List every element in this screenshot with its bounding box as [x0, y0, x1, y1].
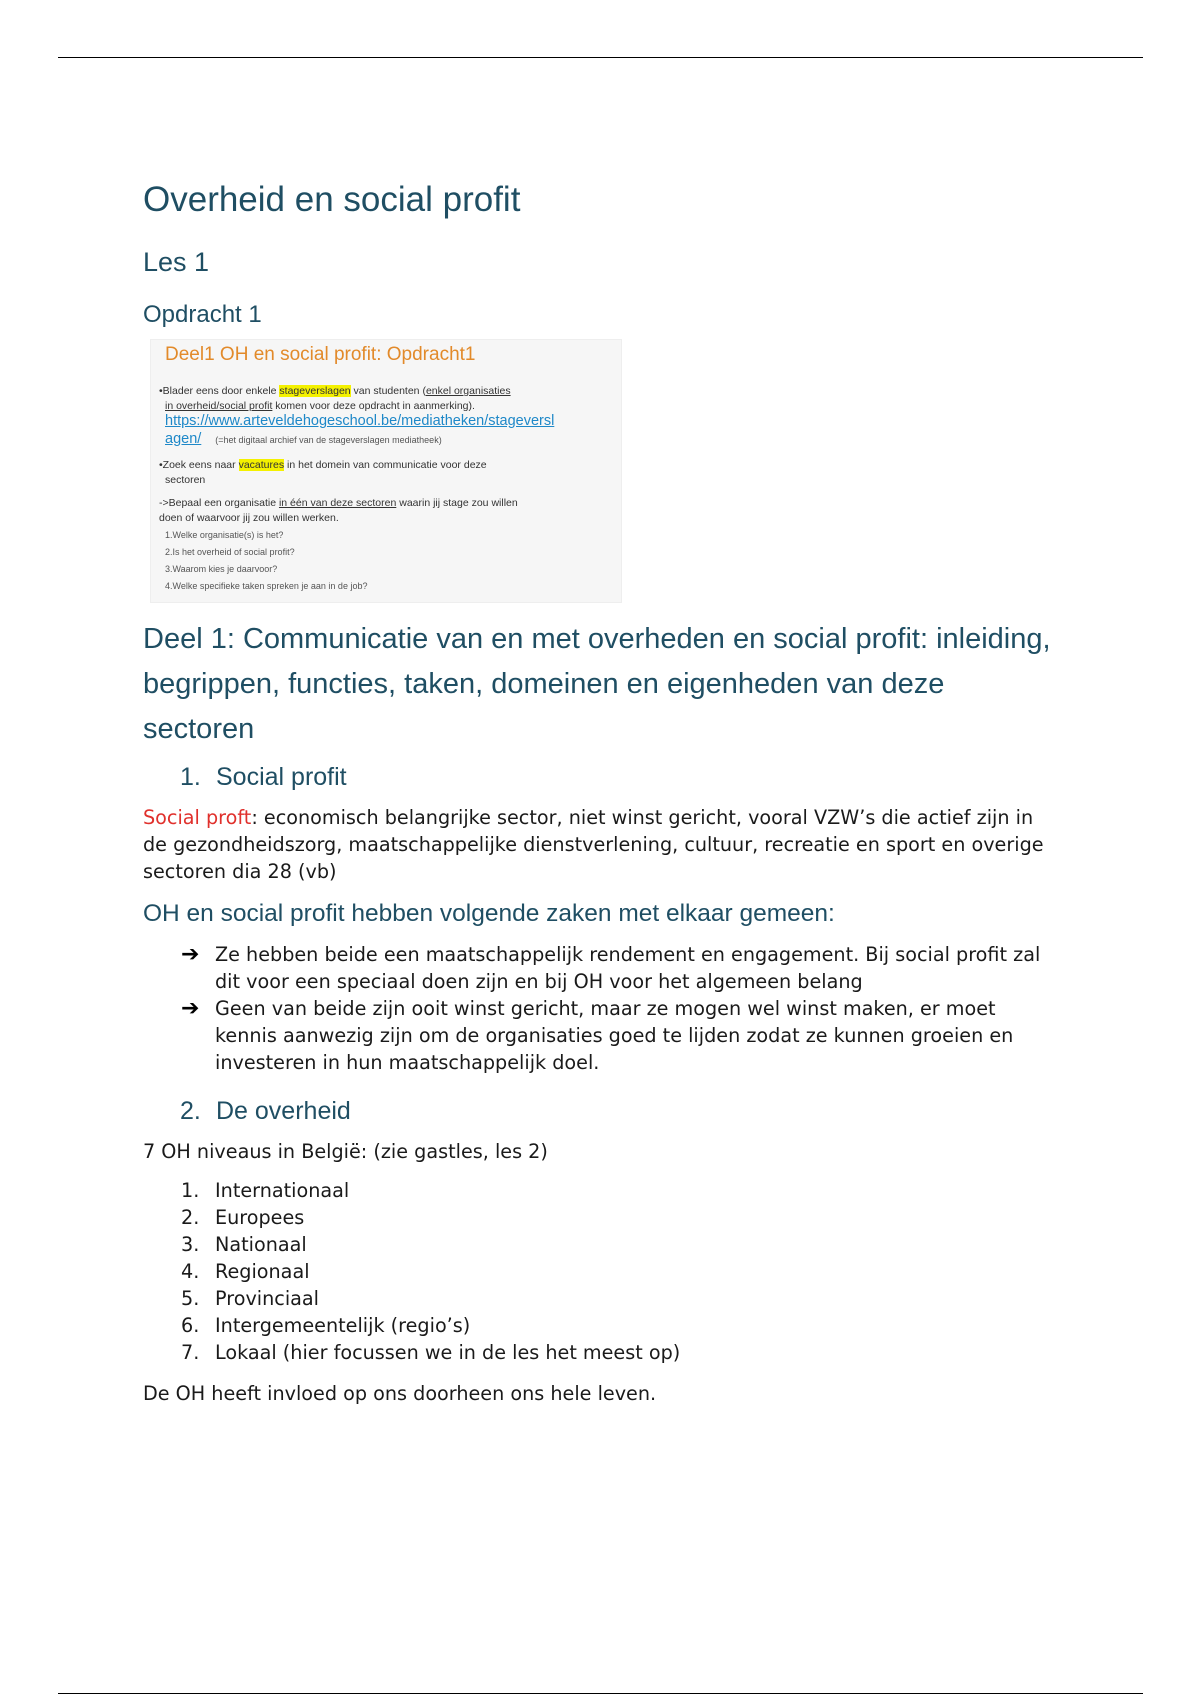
list-item: 6. Intergemeentelijk (regio’s): [181, 1314, 471, 1337]
document-body: [143, 176, 1063, 1419]
list-item: 7. Lokaal (hier focussen we in de les het meest op): [181, 1341, 681, 1364]
slide-link-continued[interactable]: agen/: [165, 431, 202, 447]
page-bottom-rule: [58, 1693, 1143, 1694]
slide-line: sectoren: [165, 474, 206, 486]
slide-line: doen of waarvoor jij zou willen werken.: [159, 512, 339, 524]
heading-les: Les 1: [143, 247, 210, 277]
social-profit-term: Social proft: [143, 806, 252, 829]
government-levels-list: [181, 1177, 1063, 1366]
slide-line: ->Bepaal een organisatie in één van deze sectoren waarin jij stage zou willen: [159, 497, 518, 509]
list-item: ➔ Ze hebben beide een maatschappelijk rendement en engagement. Bij social profit zal dit voor een speciaal doen zijn en bij OH voor het algemeen belang: [181, 942, 1041, 993]
list-item: ➔ Geen van beide zijn ooit winst gericht, maar ze mogen wel winst maken, er moet kennis aanwezig zijn om de organisaties goed te lijden zodat ze kunnen groeien en investeren in hun maatschappelijk doel.: [181, 996, 1014, 1074]
slide-question: 3.Waarom kies je daarvoor?: [165, 564, 278, 574]
slide-line: •Blader eens door enkele stageverslagen van studenten (enkel organisaties: [159, 385, 511, 397]
slide-line: in overheid/social profit komen voor deze opdracht in aanmerking).: [165, 400, 475, 412]
common-traits-list: [181, 941, 1063, 1076]
heading-common-traits: OH en social profit hebben volgende zaken met elkaar gemeen:: [143, 900, 835, 927]
list-item: 4. Regionaal: [181, 1260, 310, 1283]
slide-line: agen/ (=het digitaal archief van de stageverslagen mediatheek): [165, 431, 442, 447]
slide-question: 1.Welke organisatie(s) is het?: [165, 530, 284, 540]
page-top-rule: [58, 57, 1143, 58]
slide-image: [150, 339, 622, 603]
slide-question: 4.Welke specifieke taken spreken je aan in de job?: [165, 581, 368, 591]
slide-question: 2.Is het overheid of social profit?: [165, 547, 295, 557]
slide-link[interactable]: https://www.arteveldehogeschool.be/mediatheken/stageversl: [165, 413, 555, 429]
list-item: 3. Nationaal: [181, 1233, 307, 1256]
heading-social-profit: 1. Social profit: [180, 763, 347, 791]
slide-line: •Zoek eens naar vacatures in het domein van communicatie voor deze: [159, 459, 487, 471]
levels-intro: 7 OH niveaus in België: (zie gastles, les 2): [143, 1140, 548, 1163]
arrow-right-icon: ➔: [181, 996, 200, 1021]
social-profit-definition: Social proft: economisch belangrijke sector, niet winst gericht, vooral VZW’s die actief zijn in de gezondheidszorg, maatschappelijke dienstverlening, cultuur, recreatie en sport en overige sectoren dia 28 (vb): [143, 806, 1044, 883]
list-item: 5. Provinciaal: [181, 1287, 320, 1310]
slide-title: Deel1 OH en social profit: Opdracht1: [165, 344, 476, 365]
document-title: Overheid en social profit: [143, 180, 521, 219]
list-item: 2. Europees: [181, 1206, 305, 1229]
heading-deel-1: Deel 1: Communicatie van en met overheden en social profit: inleiding, begrippen, functies, taken, domeinen en eigenheden van deze sectoren: [143, 623, 1051, 745]
list-item: 1. Internationaal: [181, 1179, 350, 1202]
closing-sentence: De OH heeft invloed op ons doorheen ons hele leven.: [143, 1382, 657, 1405]
arrow-right-icon: ➔: [181, 942, 200, 967]
heading-de-overheid: 2. De overheid: [180, 1097, 351, 1125]
heading-opdracht: Opdracht 1: [143, 301, 262, 328]
